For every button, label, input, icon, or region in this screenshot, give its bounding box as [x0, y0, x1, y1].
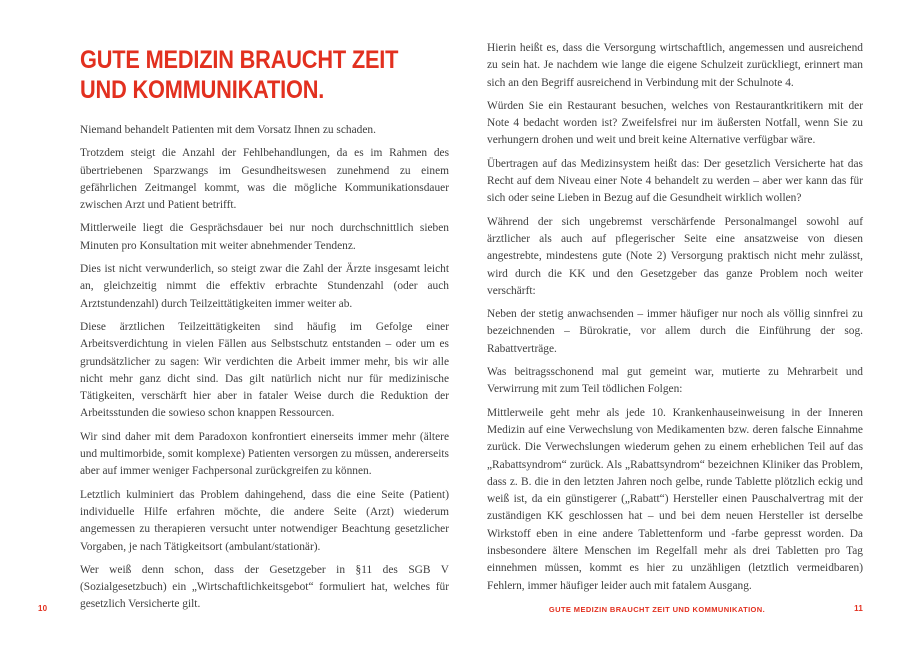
paragraph: Neben der stetig anwachsenden – immer häufiger nur noch als völlig sinnfrei zu bezeichnenden – Bürokratie, vor allem durch die Einführung der sog. Rabattverträge. [487, 308, 863, 355]
chapter-title-line2: UND KOMMUNIKATION. [80, 76, 325, 104]
page-number-right: 11 [854, 604, 863, 613]
page-left [0, 0, 453, 648]
paragraph: Was beitragsschonend mal gut gemeint war, mutierte zu Mehrarbeit und Verwirrung mit zum Teil tödlichen Folgen: [487, 366, 863, 396]
paragraph: Diese ärztlichen Teilzeittätigkeiten sind häufig im Gefolge einer Arbeitsverdichtung in vielen Fällen aus Selbstschutz entstanden – oder um es grundsätzlicher zu sagen: Wir verdichten die Arbeit immer mehr, bis wir alle nicht mehr ganz dicht sind. Das gilt natürlich nicht nur für medizinische Tätigkeiten, verschärft hier aber in fataler Weise durch die Reduktion der Arbeitsstunden die sowieso schon knappen Ressourcen. [80, 320, 449, 420]
page-right [453, 0, 907, 648]
running-footer-title: GUTE MEDIZIN BRAUCHT ZEIT UND KOMMUNIKATION. [548, 605, 766, 614]
right-text-column [487, 40, 863, 601]
paragraph: Wer weiß denn schon, dass der Gesetzgeber in §11 des SGB V (Sozialgesetzbuch) ein „Wirtschaftlichkeitsgebot“ formuliert hat, welches für gesetzlich Versicherte gilt. [80, 563, 449, 611]
paragraph: Dies ist nicht verwunderlich, so steigt zwar die Zahl der Ärzte insgesamt leicht an, gleichzeitig nimmt die effektiv erbrachte Stundenzahl (oder auch Arztstundenzahl) durch Teilzeittätigkeiten immer weiter ab. [80, 263, 449, 310]
paragraph: Letztlich kulminiert das Problem dahingehend, dass die eine Seite (Patient) individuelle Hilfe erfahren möchte, die andere Seite (Arzt) wiederum angemessen zu therapieren versucht unter notwendiger Beachtung gesetzlicher Vorgaben, je nach Tätigkeitsort (ambulant/stationär). [80, 488, 449, 553]
paragraph: Hierin heißt es, dass die Versorgung wirtschaftlich, angemessen und ausreichend zu sein hat. Je nachdem wie lange die eigene Schulzeit zurückliegt, erinnert man sich an den Begriff ausreichend in Verbindung mit der Schulnote 4. [487, 42, 863, 89]
page-number-left: 10 [38, 604, 48, 613]
paragraph: Wir sind daher mit dem Paradoxon konfrontiert einerseits immer mehr (ältere und multimorbide, somit komplexe) Patienten versorgen zu müssen, andererseits aber auf immer weniger Fachpersonal zurückgreifen zu können. [80, 430, 449, 478]
chapter-title [80, 45, 401, 105]
paragraph: Mittlerweile liegt die Gesprächsdauer bei nur noch durchschnittlich sieben Minuten pro Konsultation mit weiter abnehmender Tendenz. [80, 222, 449, 252]
paragraph: Während der sich ungebremst verschärfende Personalmangel sowohl auf ärztlicher als auch auf pflegerischer Seite eine ansatzweise von diesen angestrebte, mindestens gute (Note 2) Versorgung praktisch nicht mehr zulässt, wird durch die KK und den Gesetzgeber das ganze Problem noch weiter verschärft: [487, 215, 863, 297]
left-text-column [80, 45, 449, 620]
chapter-title-line1: GUTE MEDIZIN BRAUCHT ZEIT [80, 46, 399, 74]
paragraph: Mittlerweile geht mehr als jede 10. Krankenhauseinweisung in der Inneren Medizin auf eine Verwechslung von Medikamenten bzw. deren falsche Einnahme zurück. Die Verwechslungen wiederum gehen zu einem erheblichen Teil auf das „Rabattsyndrom“ zurück. Als „Rabattsyndrom“ bezeichnen Kliniker das Problem, dass z. B. die in den letzten Jahren noch gelbe, runde Tablette plötzlich eckig und weiß ist, da ein günstigerer („Rabatt“) Hersteller einen Pauschalvertrag mit der zuständigen KK geschlossen hat – und bei dem neuen Hersteller ist derselbe Wirkstoff eben in eine andere Tablettenform und -farbe gepresst worden. Da insbesondere ältere Menschen im Regelfall mehr als drei Tabletten pro Tag einnehmen müssen, kommt es hier zu unzähligen (letztlich vermeidbaren) Fehlern, immer häufiger leider auch mit fatalem Ausgang. [487, 406, 863, 592]
paragraph: Übertragen auf das Medizinsystem heißt das: Der gesetzlich Versicherte hat das Recht auf dem Niveau einer Note 4 behandelt zu werden – aber wer kann das für sich oder seine Lieben in Bezug auf die Gesundheit wirklich wollen? [487, 157, 863, 205]
paragraph: Niemand behandelt Patienten mit dem Vorsatz Ihnen zu schaden. [80, 124, 376, 136]
paragraph: Trotzdem steigt die Anzahl der Fehlbehandlungen, da es im Rahmen des übertriebenen Sparzwangs im Gesundheitswesen zunehmend zu einem gefährlichen Zeitmangel kommt, was die mögliche Kommunikationsdauer zwischen Arzt und Patient betrifft. [80, 147, 449, 212]
paragraph: Würden Sie ein Restaurant besuchen, welches von Restaurantkritikern mit der Note 4 bedacht worden ist? Zweifelsfrei nur im äußersten Notfall, wenn Sie zu verhungern drohen und weit und breit keine Alternative verfügbar wäre. [487, 99, 863, 147]
